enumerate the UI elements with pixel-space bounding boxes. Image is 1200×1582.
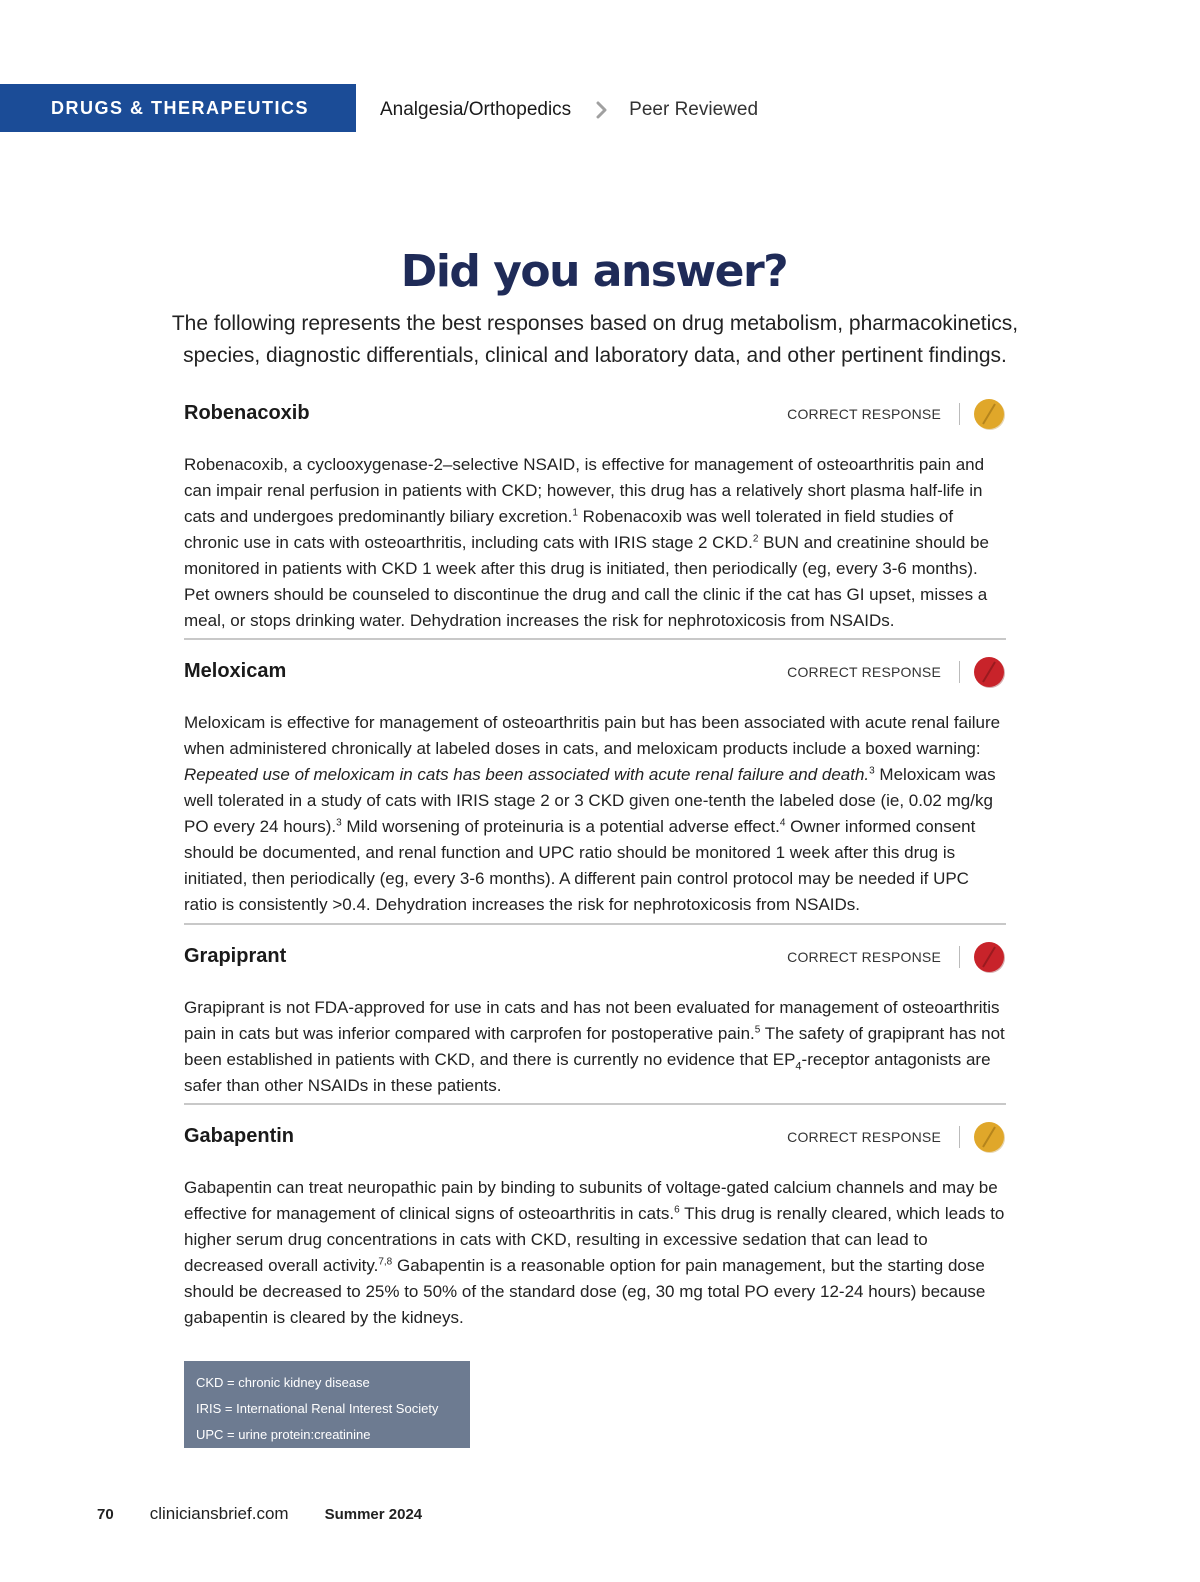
divider (959, 661, 960, 683)
page-title: Did you answer? (400, 246, 788, 297)
pill-red-icon (972, 940, 1006, 974)
drug-name: Grapiprant (184, 945, 287, 967)
page-number: 70 (97, 1506, 114, 1523)
drug-name: Gabapentin (184, 1125, 295, 1147)
response-indicator (787, 939, 1006, 975)
response-indicator (787, 1119, 1006, 1155)
section-body: Gabapentin can treat neuropathic pain by binding to subunits of voltage-gated calcium channels and may be effective for management of clinical signs of osteoarthritis in cats.$^6$ This drug is renally cleared, which leads to higher serum drug concentrations in cats with CKD, resulting in excessive sedation that can lead to decreased overall activity.$^{7,8}$ Gabapentin is a reasonable option for pain management, but the starting dose should be decreased to 25% to 50% of the standard dose (eg, 30 mg total PO every 12-24 hours) because gabapentin is cleared by the kidneys. (184, 1178, 1005, 1327)
breadcrumb-category[interactable]: Analgesia/Orthopedics (380, 99, 572, 120)
pill-gold-icon (972, 1120, 1006, 1154)
drug-name: Robenacoxib (184, 402, 310, 424)
section-gabapentin (184, 1125, 1006, 1331)
section-meloxicam (184, 660, 1006, 918)
issue-label: Summer 2024 (324, 1506, 423, 1523)
site-link[interactable]: cliniciansbrief.com (149, 1504, 289, 1523)
abbreviation: UPC = urine protein:creatinine (196, 1427, 371, 1442)
response-label: CORRECT RESPONSE (787, 949, 941, 965)
divider (959, 1126, 960, 1148)
drug-name: Meloxicam (184, 660, 287, 682)
chevron-right-icon (593, 101, 611, 119)
pill-red-icon (972, 655, 1006, 689)
section-robenacoxib (184, 402, 1006, 634)
section-divider (184, 1103, 1006, 1105)
response-indicator (787, 396, 1006, 432)
section-tag: DRUGS & THERAPEUTICS (0, 84, 356, 132)
pill-gold-icon (972, 397, 1006, 431)
section-body: Meloxicam is effective for management of osteoarthritis pain but has been associated with acute renal failure when administered chronically at labeled doses in cats, and meloxicam products include a boxed warning: Repeated use of meloxicam in cats has been associated with acute renal failure and death.$^3$ Meloxicam was well tolerated in a study of cats with IRIS stage 2 or 3 CKD given one-tenth the labeled dose (ie, 0.02 mg/kg PO every 24 hours).$^3$ Mild worsening of proteinuria is a potential adverse effect.$^4$ Owner informed consent should be documented, and renal function and UPC ratio should be monitored 1 week after this drug is initiated, then periodically (eg, every 3-6 months). A different pain control protocol may be needed if UPC ratio is consistently >0.4. Dehydration increases the risk for nephrotoxicosis from NSAIDs. (184, 713, 1001, 914)
response-label: CORRECT RESPONSE (787, 664, 941, 680)
section-divider (184, 923, 1006, 925)
response-indicator (787, 654, 1006, 690)
section-divider (184, 638, 1006, 640)
intro-text: The following represents the best responses based on drug metabolism, pharmacokinetics, species, diagnostic differentials, clinical and laboratory data, and other pertinent findings. (171, 312, 1019, 367)
abbreviation: CKD = chronic kidney disease (196, 1375, 370, 1390)
divider (959, 403, 960, 425)
response-label: CORRECT RESPONSE (787, 1129, 941, 1145)
breadcrumb-peer-reviewed: Peer Reviewed (629, 99, 759, 120)
divider (959, 946, 960, 968)
section-body: Grapiprant is not FDA-approved for use in cats and has not been evaluated for management of osteoarthritis pain in cats but was inferior compared with carprofen for postoperative pain.$^5$ The safety of grapiprant has not been established in patients with CKD, and there is currently no evidence that $EP_4$-receptor antagonists are safer than other NSAIDs in these patients. (184, 998, 1005, 1095)
breadcrumb (380, 94, 758, 126)
section-body: Robenacoxib, a cyclooxygenase-2–selective NSAID, is effective for management of osteoarthritis pain and can impair renal perfusion in patients with CKD; however, this drug has a relatively short plasma half-life in cats and undergoes predominantly biliary excretion.$^1$ Robenacoxib was well tolerated in field studies of chronic use in cats with osteoarthritis, including cats with IRIS stage 2 CKD.$^2$ BUN and creatinine should be monitored in patients with CKD 1 week after this drug is initiated, then periodically (eg, every 3-6 months). Pet owners should be counseled to discontinue the drug and call the clinic if the cat has GI upset, misses a meal, or stops drinking water. Dehydration increases the risk for nephrotoxicosis from NSAIDs. (184, 455, 989, 630)
response-label: CORRECT RESPONSE (787, 406, 941, 422)
abbreviations-box (184, 1361, 470, 1448)
section-grapiprant (184, 945, 1006, 1099)
abbreviation: IRIS = International Renal Interest Society (196, 1401, 439, 1416)
page-footer (97, 1504, 422, 1524)
